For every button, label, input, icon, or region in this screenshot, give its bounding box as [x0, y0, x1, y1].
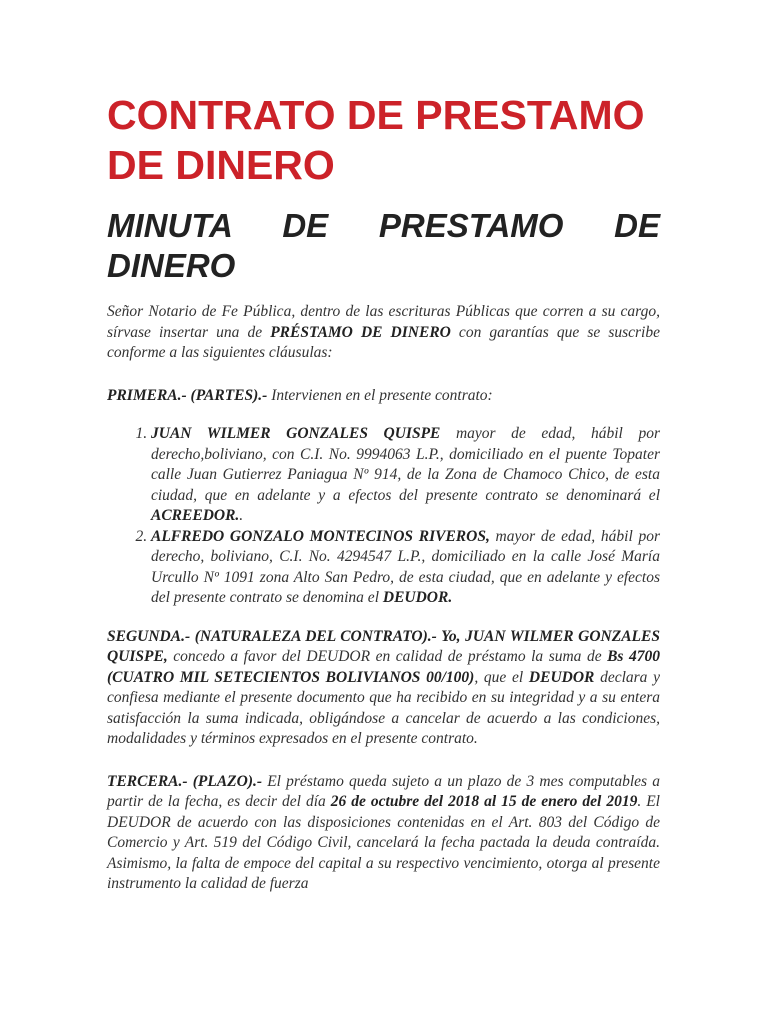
clause-segunda [107, 627, 660, 750]
list-item [151, 527, 660, 609]
party-name: ALFREDO GONZALO MONTECINOS RIVEROS, [151, 527, 490, 545]
clause-tercera-heading: TERCERA.- (PLAZO).- [107, 772, 263, 790]
intro-paragraph [107, 302, 660, 364]
deudor-label: DEUDOR [528, 668, 595, 686]
subtitle-line-1: MINUTA DE PRESTAMO DE [107, 207, 660, 244]
clause-tercera-text-1: El préstamo queda sujeto a un plazo de 3 mes computables a partir de la fecha, es decir del día [107, 772, 660, 810]
document-title: CONTRATO DE PRESTAMO DE DINERO [107, 92, 645, 188]
intro-emphasis: PRÉSTAMO DE DINERO [270, 323, 451, 341]
list-item [151, 424, 660, 527]
document-page [107, 90, 660, 895]
clause-tercera-text-2: . El DEUDOR de acuerdo con las disposiciones contenidas en el Art. 803 del Código de Comercio y Art. 519 del Código Civil, cancelará la fecha pactada la deuda contraída. Asimismo, la falta de empoce del capital a su respectivo vencimiento, otorga al presente instrumento la calidad de fuerza [107, 793, 660, 892]
party-description: mayor de edad, hábil por derecho, boliviano, C.I. No. 4294547 L.P., domiciliado en la calle José María Urcullo Nº 1091 zona Alto San Pedro, de esta ciudad, que en adelante y efectos del presente contrato se denomina el [151, 527, 660, 606]
parties-list [107, 424, 660, 609]
party-role: DEUDOR. [382, 589, 453, 606]
clause-segunda-heading: SEGUNDA.- (NATURALEZA DEL CONTRATO).- Yo, JUAN WILMER GONZALES QUISPE, [107, 627, 660, 665]
intro-text-c: con garantías que se suscribe conforme a las siguientes cláusulas: [107, 323, 660, 361]
clause-segunda-text-2: , que el [474, 668, 529, 686]
intro-text-a: Señor Notario de Fe Pública, dentro de las escrituras Públicas que corren a su cargo, sírvase insertar una de [107, 303, 660, 341]
party-role: ACREEDOR. [151, 507, 240, 524]
party-end: . [239, 507, 244, 524]
loan-amount: Bs 4700 (CUATRO MIL SETECIENTOS BOLIVIANOS 00/100) [107, 648, 660, 686]
clause-primera-heading: PRIMERA.- (PARTES).- [107, 386, 268, 404]
subtitle-line-2: DINERO [107, 247, 236, 284]
clause-primera-text: Intervienen en el presente contrato: [267, 386, 493, 404]
party-description: mayor de edad, hábil por derecho,boliviano, con C.I. No. 9994063 L.P., domiciliado en el puente Topater calle Juan Gutierrez Paniagua Nº 914, de la Zona de Chamoco Chico, de esta ciudad, que en adelante y a efectos del presente contrato se denominará el [151, 425, 660, 504]
clause-segunda-text-3: declara y confiesa mediante el presente documento que ha recibido en su integridad y a su entera satisfacción la suma indicada, obligándose a cancelar de acuerdo a las condiciones, modalidades y términos expresados en el presente contrato. [107, 668, 660, 747]
clause-primera [107, 386, 660, 407]
party-name: JUAN WILMER GONZALES QUISPE [151, 425, 441, 442]
clause-segunda-text-1: concedo a favor del DEUDOR en calidad de préstamo la suma de [167, 648, 608, 665]
loan-dates: 26 de octubre del 2018 al 15 de enero del 2019 [330, 793, 638, 810]
document-subtitle [107, 206, 660, 286]
clause-tercera [107, 772, 660, 895]
